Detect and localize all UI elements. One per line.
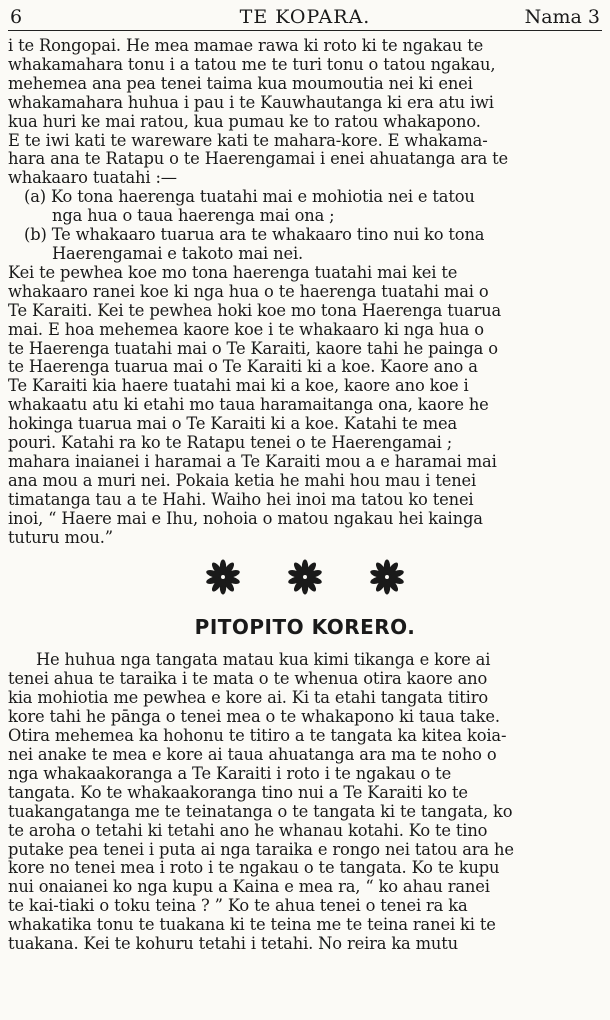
- ornament-divider: [8, 547, 602, 607]
- text-line: whakamahara tonu i a tatou me te turi tonu o tatou ngakau,: [8, 54, 496, 74]
- list-item-a: [8, 188, 602, 226]
- text-line: kore tahi he pānga o tenei mea o te whakapono ki taua take.: [8, 707, 500, 727]
- text-line: tenei ahua te taraika i te mata o te whenua otira kaore ano: [8, 669, 488, 689]
- text-line: te Haerenga tuarua mai o Te Karaiti ki a koe. Kaore ano a: [8, 357, 478, 377]
- text-line: pouri. Katahi ra ko te Ratapu tenei o te Haerengamai ;: [8, 433, 453, 453]
- text-line: ana mou a muri nei. Pokaia ketia he mahi hou mau i tenei: [8, 470, 477, 490]
- text-line: te aroha o tetahi ki tetahi ano he whanau kotahi. Ko te tino: [8, 820, 488, 840]
- section-body: [8, 651, 602, 954]
- text-line: putake pea tenei i puta ai nga taraika e rongo nei tatou ara he: [8, 839, 514, 859]
- text-line: kua huri ke mai ratou, kua pumau ke to ratou whakapono.: [8, 111, 481, 131]
- list-item-b: [8, 226, 602, 264]
- text-line: te kai-tiaki o toku teina ? ” Ko te ahua tenei o tenei ra ka: [8, 896, 468, 916]
- text-line: te Haerenga tuatahi mai o Te Karaiti, kaore tahi he painga o: [8, 338, 498, 358]
- article-continued: [8, 37, 602, 547]
- text-line: mahara inaianei i haramai a Te Karaiti mou a e haramai mai: [8, 451, 497, 471]
- text-line: whakaaro tuatahi :—: [8, 168, 177, 188]
- text-line: nga whakaakoranga a Te Karaiti i roto i te ngakau o te: [8, 763, 452, 783]
- page-number: 6: [10, 6, 23, 28]
- text-line: Kei te pewhea koe mo tona haerenga tuatahi mai kei te: [8, 262, 458, 282]
- text-line: Otira mehemea ka hohonu te titiro a te tangata ka kitea koia-: [8, 726, 507, 746]
- text-line: hokinga tuarua mai o Te Karaiti ki a koe. Katahi te mea: [8, 414, 458, 434]
- text-line: kore no tenei mea i roto i te ngakau o te tangata. Ko te kupu: [8, 858, 500, 878]
- publication-title: TE KOPARA.: [239, 6, 371, 28]
- text-line: mehemea ana pea tenei taima kua moumoutia nei ki enei: [8, 73, 473, 93]
- text-line: inoi, “ Haere mai e Ihu, nohoia o matou ngakau hei kainga: [8, 508, 483, 528]
- text-line: nui onaianei ko nga kupu a Kaina e mea ra, “ ko ahau ranei: [8, 877, 490, 897]
- text-line: timatanga tau a te Hahi. Waiho hei inoi ma tatou ko tenei: [8, 489, 474, 509]
- flower-ornament-icon: [369, 559, 405, 595]
- text-line: whakaaro ranei koe ki nga hua o te haerenga tuatahi mai o: [8, 281, 489, 301]
- list-item-line: Haerengamai e takoto mai nei.: [52, 243, 304, 263]
- text-line: tangata. Ko te whakaakoranga tino nui a Te Karaiti ko te: [8, 782, 468, 802]
- text-line: hara ana te Ratapu o te Haerengamai i enei ahuatanga ara te: [8, 149, 509, 169]
- text-line: Te Karaiti kia haere tuatahi mai ki a koe, kaore ano koe i: [8, 376, 469, 396]
- text-line: Te Karaiti. Kei te pewhea hoki koe mo tona Haerenga tuarua: [8, 300, 502, 320]
- text-line: i te Rongopai. He mea mamae rawa ki roto ki te ngakau te: [8, 36, 484, 55]
- text-line: E te iwi kati te wareware kati te mahara-kore. E whakama-: [8, 130, 488, 150]
- text-line: He huhua nga tangata matau kua kimi tikanga e kore ai: [36, 650, 491, 670]
- flower-ornament-icon: [287, 559, 323, 595]
- list-item-line: (b) Te whakaaro tuarua ara te whakaaro tino nui ko tona: [24, 225, 485, 245]
- text-line: tuakana. Kei te kohuru tetahi i tetahi. No reira ka mutu: [8, 934, 458, 954]
- text-line: tuturu mou.”: [8, 527, 113, 547]
- section-title: PITOPITO KORERO.: [194, 615, 416, 640]
- text-line: tuakangatanga me te teinatanga o te tangata ki te tangata, ko: [8, 801, 513, 821]
- text-line: whakaatu atu ki etahi mo taua haramaitanga ona, kaore he: [8, 395, 489, 415]
- text-line: mai. E hoa mehemea kaore koe i te whakaaro ki nga hua o: [8, 319, 484, 339]
- list-item-line: (a) Ko tona haerenga tuatahi mai e mohiotia nei e tatou: [24, 187, 475, 207]
- text-line: whakatika tonu te tuakana ki te teina me te teina ranei ki te: [8, 915, 496, 935]
- list-item-line: nga hua o taua haerenga mai ona ;: [52, 206, 335, 226]
- text-line: nei anake te mea e kore ai taua ahuatanga ara ma te noho o: [8, 745, 497, 764]
- flower-ornament-icon: [205, 559, 241, 595]
- issue-number: Nama 3: [524, 6, 600, 28]
- text-line: whakamahara huhua i pau i te Kauwhautanga ki era atu iwi: [8, 92, 494, 112]
- text-line: kia mohiotia me pewhea e kore ai. Ki ta etahi tangata titiro: [8, 688, 489, 708]
- running-header: [8, 4, 602, 31]
